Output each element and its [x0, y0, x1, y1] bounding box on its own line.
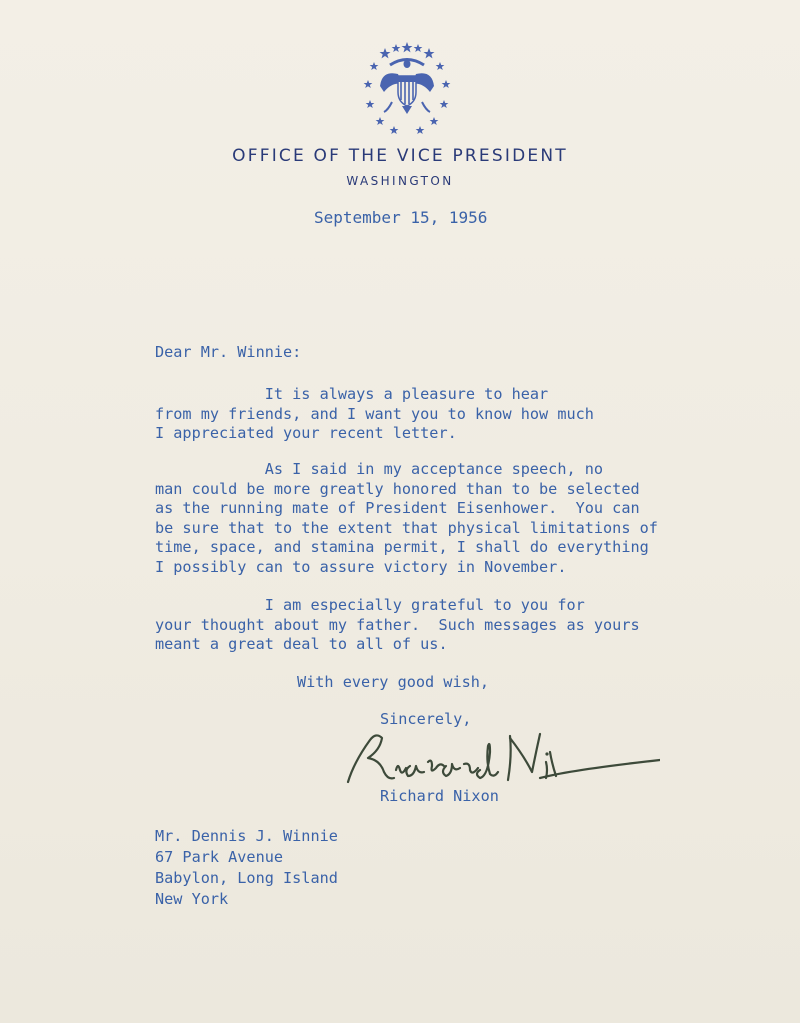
letterhead-office-title: OFFICE OF THE VICE PRESIDENT: [232, 146, 568, 166]
vice-president-seal-icon: [362, 40, 452, 135]
body-paragraph: I am especially grateful to you for your thought about my father. Such messages as yours meant a great deal to all of us.: [155, 596, 640, 653]
closing-wish: With every good wish,: [297, 673, 490, 691]
letterhead-city: WASHINGTON: [346, 174, 454, 188]
body-paragraph: It is always a pleasure to hear from my friends, and I want you to know how much I appreciated your recent letter.: [155, 385, 594, 442]
body-paragraph: As I said in my acceptance speech, no man could be more greatly honored than to be selected as the running mate of President Eisenhower. You can be sure that to the extent that physical limitations of time, space, and stamina permit, I shall do everything I possibly can to assure victory in November.: [155, 460, 658, 576]
typed-signer-name: Richard Nixon: [380, 787, 499, 805]
letter-date: September 15, 1956: [314, 208, 488, 227]
closing-sincerely: Sincerely,: [380, 710, 472, 728]
handwritten-signature: [340, 722, 660, 792]
recipient-address: Mr. Dennis J. Winnie 67 Park Avenue Babylon, Long Island New York: [155, 827, 338, 908]
salutation: Dear Mr. Winnie:: [155, 343, 302, 361]
